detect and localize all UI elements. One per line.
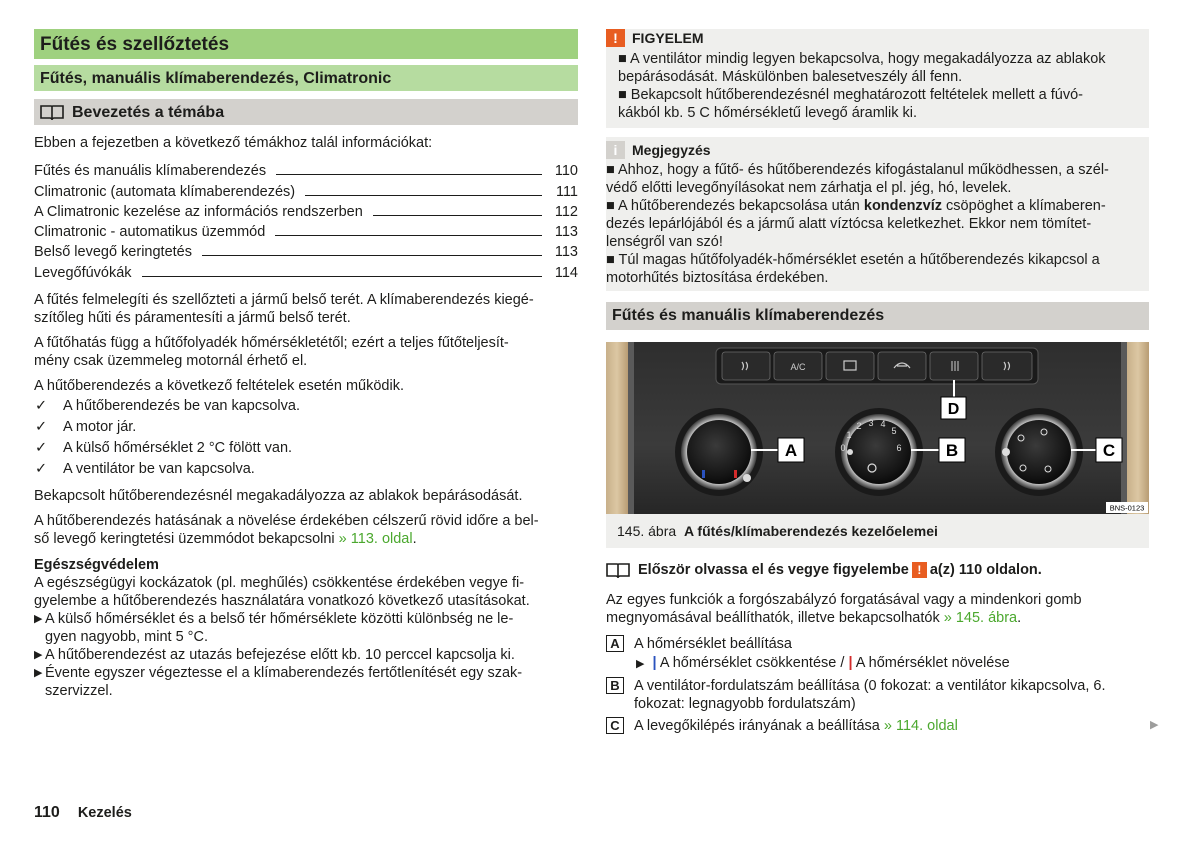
paragraph: A fűtőhatás függ a hűtőfolyadék hőmérsékletétől; ezért a teljes fűtőteljesít- mény csak üzemmeleg motornál érhető el.	[34, 334, 509, 369]
check-icon: ✓	[35, 439, 48, 456]
svg-text:3: 3	[868, 418, 874, 428]
toc-row[interactable]: A Climatronic kezelése az információs rendszerben 112	[34, 203, 578, 220]
warning-header: ! FIGYELEM	[606, 29, 1149, 47]
fan-knob	[835, 408, 923, 496]
warning-text: ■ A ventilátor mindig legyen bekapcsolva, hogy megakadályozza az ablakok bepárásodását. Máskülönben balesetveszély áll fenn. ■ Bekapcsolt hűtőberendezésnél meghatározott feltételek mellett a fúvó- kákból kb. 5 C hőmérsékletű levegő áramlik ki.	[618, 51, 1106, 121]
check-icon: ✓	[35, 460, 48, 477]
intro-text: Ebben a fejezetben a következő témákhoz talál információkat:	[34, 135, 433, 151]
legend-list	[606, 635, 1149, 735]
callout-d: D	[947, 401, 960, 418]
book-icon	[40, 104, 64, 120]
list-item: ✓ A ventilátor be van kapcsolva.	[34, 459, 578, 480]
right-column	[606, 29, 1149, 735]
arrow-icon: ▶	[34, 666, 43, 679]
list-item: ✓ A külső hőmérséklet 2 °C fölött van.	[34, 438, 578, 459]
table-of-contents	[34, 160, 578, 282]
health-section: Egészségvédelem A egészségügyi kockázatok (pl. meghűlés) csökkentése érdekében vegye fi- gyelembe a hűtőberendezés használatára vonatkozó következő utasításokat. ▶ A külső hőmérséklet és a belső tér hőmérséklete közötti különbség ne le- gyen nagyobb, mint 5 °C. ▶ A hűtőberendezést az utazás befejezése előtt kb. 10 perccel kapcsolja ki. ▶ Évente egyszer végeztesse el a klímaberendezés fertőtlenítését egy szak- szervizzel.	[34, 556, 578, 700]
footer-section: Kezelés	[77, 805, 132, 821]
figure-caption: 145. ábra A fűtés/klímaberendezés kezelőelemei	[606, 514, 1149, 548]
chapter-title: Fűtés és szellőztetés	[34, 29, 578, 59]
callout-b: B	[945, 441, 959, 460]
left-column	[34, 29, 578, 700]
paragraph: A hűtőberendezés hatásának a növelése érdekében célszerű rövid időre a bel- ső levegő keringtetési üzemmódot bekapcsolni » 113. oldal.	[34, 512, 539, 547]
list-item: ✓ A motor jár.	[34, 417, 578, 438]
toc-row[interactable]: Levegőfúvókák 114	[34, 264, 578, 281]
callout-a: A	[784, 441, 798, 460]
section-title: Fűtés és manuális klímaberendezés	[606, 302, 1149, 330]
list-item: ▶ A hűtőberendezést az utazás befejezése előtt kb. 10 perccel kapcsolja ki.	[34, 646, 515, 663]
svg-text:1: 1	[846, 430, 852, 440]
list-item: ▶ A külső hőmérséklet és a belső tér hőmérséklete közötti különbség ne le- gyen nagyobb, mint 5 °C.	[34, 610, 514, 645]
callout-c: C	[1102, 441, 1116, 460]
paragraph: A hűtőberendezés a következő feltételek esetén működik.	[34, 377, 404, 394]
paragraph: Bekapcsolt hűtőberendezésnél megakadályozza az ablakok bepárásodását.	[34, 487, 523, 504]
subsection-title	[34, 99, 578, 125]
climate-panel-figure	[606, 342, 1149, 514]
toc-row[interactable]: Belső levegő keringtetés 113	[34, 244, 578, 261]
warning-box	[606, 29, 1149, 128]
legend-item-a: A A hőmérséklet beállítása ▶ | A hőmérséklet csökkentése / | A hőmérséklet növelése	[606, 635, 1149, 673]
check-icon: ✓	[35, 418, 48, 435]
toc-row[interactable]: Climatronic (automata klímaberendezés) 111	[34, 183, 578, 200]
temperature-knob	[675, 408, 763, 496]
paragraph: A fűtés felmelegíti és szellőzteti a jármű belső terét. A klímaberendezés kiegé- szítőleg hűti és páramentesíti a jármű belső terét.	[34, 291, 534, 326]
note-header: i Megjegyzés	[606, 139, 1149, 161]
svg-text:6: 6	[896, 443, 902, 453]
legend-item-b: B A ventilátor-fordulatszám beállítása (0 fokozat: a ventilátor kikapcsolva, 6. fokozat: legnagyobb fordulatszám)	[606, 677, 1149, 713]
warning-icon: !	[912, 562, 927, 578]
arrow-icon: ▶	[34, 612, 43, 625]
figure-code: BNS-0123	[1109, 503, 1145, 513]
note-box	[606, 137, 1149, 291]
toc-row[interactable]: Fűtés és manuális klímaberendezés 110	[34, 163, 578, 180]
health-title: Egészségvédelem	[34, 556, 159, 573]
svg-text:4: 4	[880, 419, 886, 429]
figure-link[interactable]: » 145. ábra	[943, 610, 1018, 626]
book-icon	[606, 562, 630, 578]
page-number: 110	[34, 804, 60, 821]
warning-icon: !	[606, 29, 625, 47]
first-read-line: Először olvassa el és vegye figyelembe ! a(z) 110 oldalon.	[606, 558, 1149, 582]
info-icon: i	[606, 141, 625, 159]
note-text: ■ Ahhoz, hogy a fűtő- és hűtőberendezés kifogástalanul működhessen, a szél- védő előtti levegőnyílásokat nem zárhatja el pl. jég, hó, levelek. ■ A hűtőberendezés bekapcsolása után kondenzvíz csöpöghet a klímaberen- dezés lepárlójából és a jármű alatt víztócsa keletkezhet. Ekkor nem tömítet- lenségről van szó! ■ Túl magas hűtőfolyadék-hőmérséklet esetén a hűtőberendezés kikapcsol a motorhűtés biztosítása érdekében.	[606, 162, 1109, 286]
legend-item-c: C A levegőkilépés irányának a beállítása » 114. oldal	[606, 717, 1149, 735]
page-link[interactable]: » 113. oldal	[338, 530, 413, 547]
toc-row[interactable]: Climatronic - automatikus üzemmód 113	[34, 224, 578, 241]
air-direction-knob	[995, 408, 1083, 496]
paragraph: Az egyes funkciók a forgószabályzó forgatásával vagy a mindenkori gomb megnyomásával beállíthatók, illetve bekapcsolhatók » 145. ábra.	[606, 592, 1082, 626]
arrow-icon: ▶	[34, 648, 43, 661]
svg-text:5: 5	[891, 426, 897, 436]
svg-text:0: 0	[840, 443, 846, 453]
ac-button-label: A/C	[790, 362, 806, 372]
list-item: ✓ A hűtőberendezés be van kapcsolva.	[34, 396, 578, 417]
svg-text:2: 2	[856, 421, 862, 431]
list-item: ▶ Évente egyszer végeztesse el a klímaberendezés fertőtlenítését egy szak- szervizzel.	[34, 664, 523, 699]
subsection-title-text: Bevezetés a témába	[72, 103, 225, 121]
next-page-arrow-icon[interactable]: ▶	[1150, 719, 1159, 731]
section-title: Fűtés, manuális klímaberendezés, Climatronic	[34, 65, 578, 91]
condition-list	[34, 396, 578, 480]
arrow-icon: ▶	[636, 658, 645, 670]
page-link[interactable]: » 114. oldal	[883, 718, 958, 734]
page-footer	[34, 804, 132, 822]
check-icon: ✓	[35, 397, 48, 414]
